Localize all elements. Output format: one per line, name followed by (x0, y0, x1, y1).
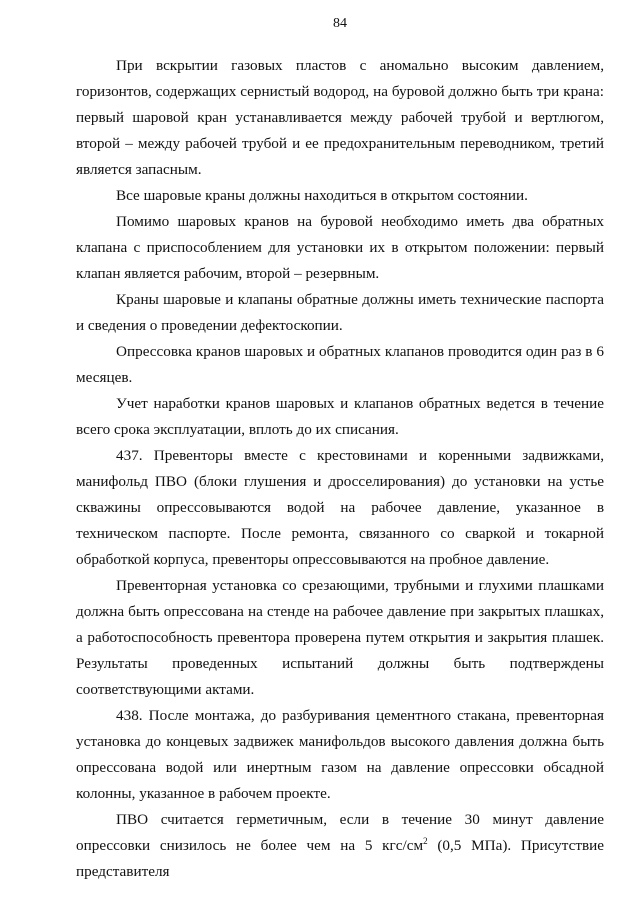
page-number: 84 (333, 16, 347, 31)
bop-tightness-text-after: (0,5 МПа). Присутствие представителя (76, 837, 604, 880)
paragraph-valve-pressure-testing: Опрессовка кранов шаровых и обратных клапанов проводится один раз в 6 месяцев. (76, 343, 604, 386)
paragraph-valve-passports: Краны шаровые и клапаны обратные должны иметь технические паспорта и сведения о проведении дефектоскопии. (76, 291, 604, 334)
paragraph-valve-operating-record: Учет наработки кранов шаровых и клапанов обратных ведется в течение всего срока эксплуатации, вплоть до их списания. (76, 395, 604, 438)
document-body (76, 53, 604, 885)
paragraph-ball-valves-open: Все шаровые краны должны находиться в открытом состоянии. (116, 187, 528, 204)
paragraph-preventer-bench-test: Превенторная установка со срезающими, трубными и глухими плашками должна быть опрессована на стенде на рабочее давление при закрытых плашках, а работоспособность превентора проверена путем открытия и закрытия плашек. Результаты проведенных испытаний должны быть подтверждены соответствующими актами. (76, 577, 604, 698)
paragraph-check-valves: Помимо шаровых кранов на буровой необходимо иметь два обратных клапана с приспособлением для установки их в открытом положении: первый клапан является рабочим, второй – резервным. (76, 213, 604, 282)
bop-tightness-text-before: ПВО считается герметичным, если в течение 30 минут давление опрессовки снизилось не более чем на 5 кгс/см (76, 811, 604, 854)
paragraph-section-438: 438. После монтажа, до разбуривания цементного стакана, превенторная установка до концевых задвижек манифольдов высокого давления должна быть опрессована водой или инертным газом на давление опрессовки обсадной колонны, указанное в рабочем проекте. (76, 707, 604, 802)
paragraph-bop-tightness (76, 807, 604, 885)
paragraph-section-437: 437. Превенторы вместе с крестовинами и коренными задвижками, манифольд ПВО (блоки глушения и дросселирования) до установки на устье скважины опрессовываются водой на рабочее давление, указанное в техническом паспорте. После ремонта, связанного со сваркой и токарной обработкой корпуса, превенторы опрессовываются на пробное давление. (76, 447, 604, 568)
paragraph-ball-valves-three: При вскрытии газовых пластов с аномально высоким давлением, горизонтов, содержащих сернистый водород, на буровой должно быть три крана: первый шаровой кран устанавливается между рабочей трубой и вертлюгом, второй – между рабочей трубой и ее предохранительным переводником, третий является запасным. (76, 57, 604, 178)
unit-superscript: 2 (423, 835, 428, 846)
